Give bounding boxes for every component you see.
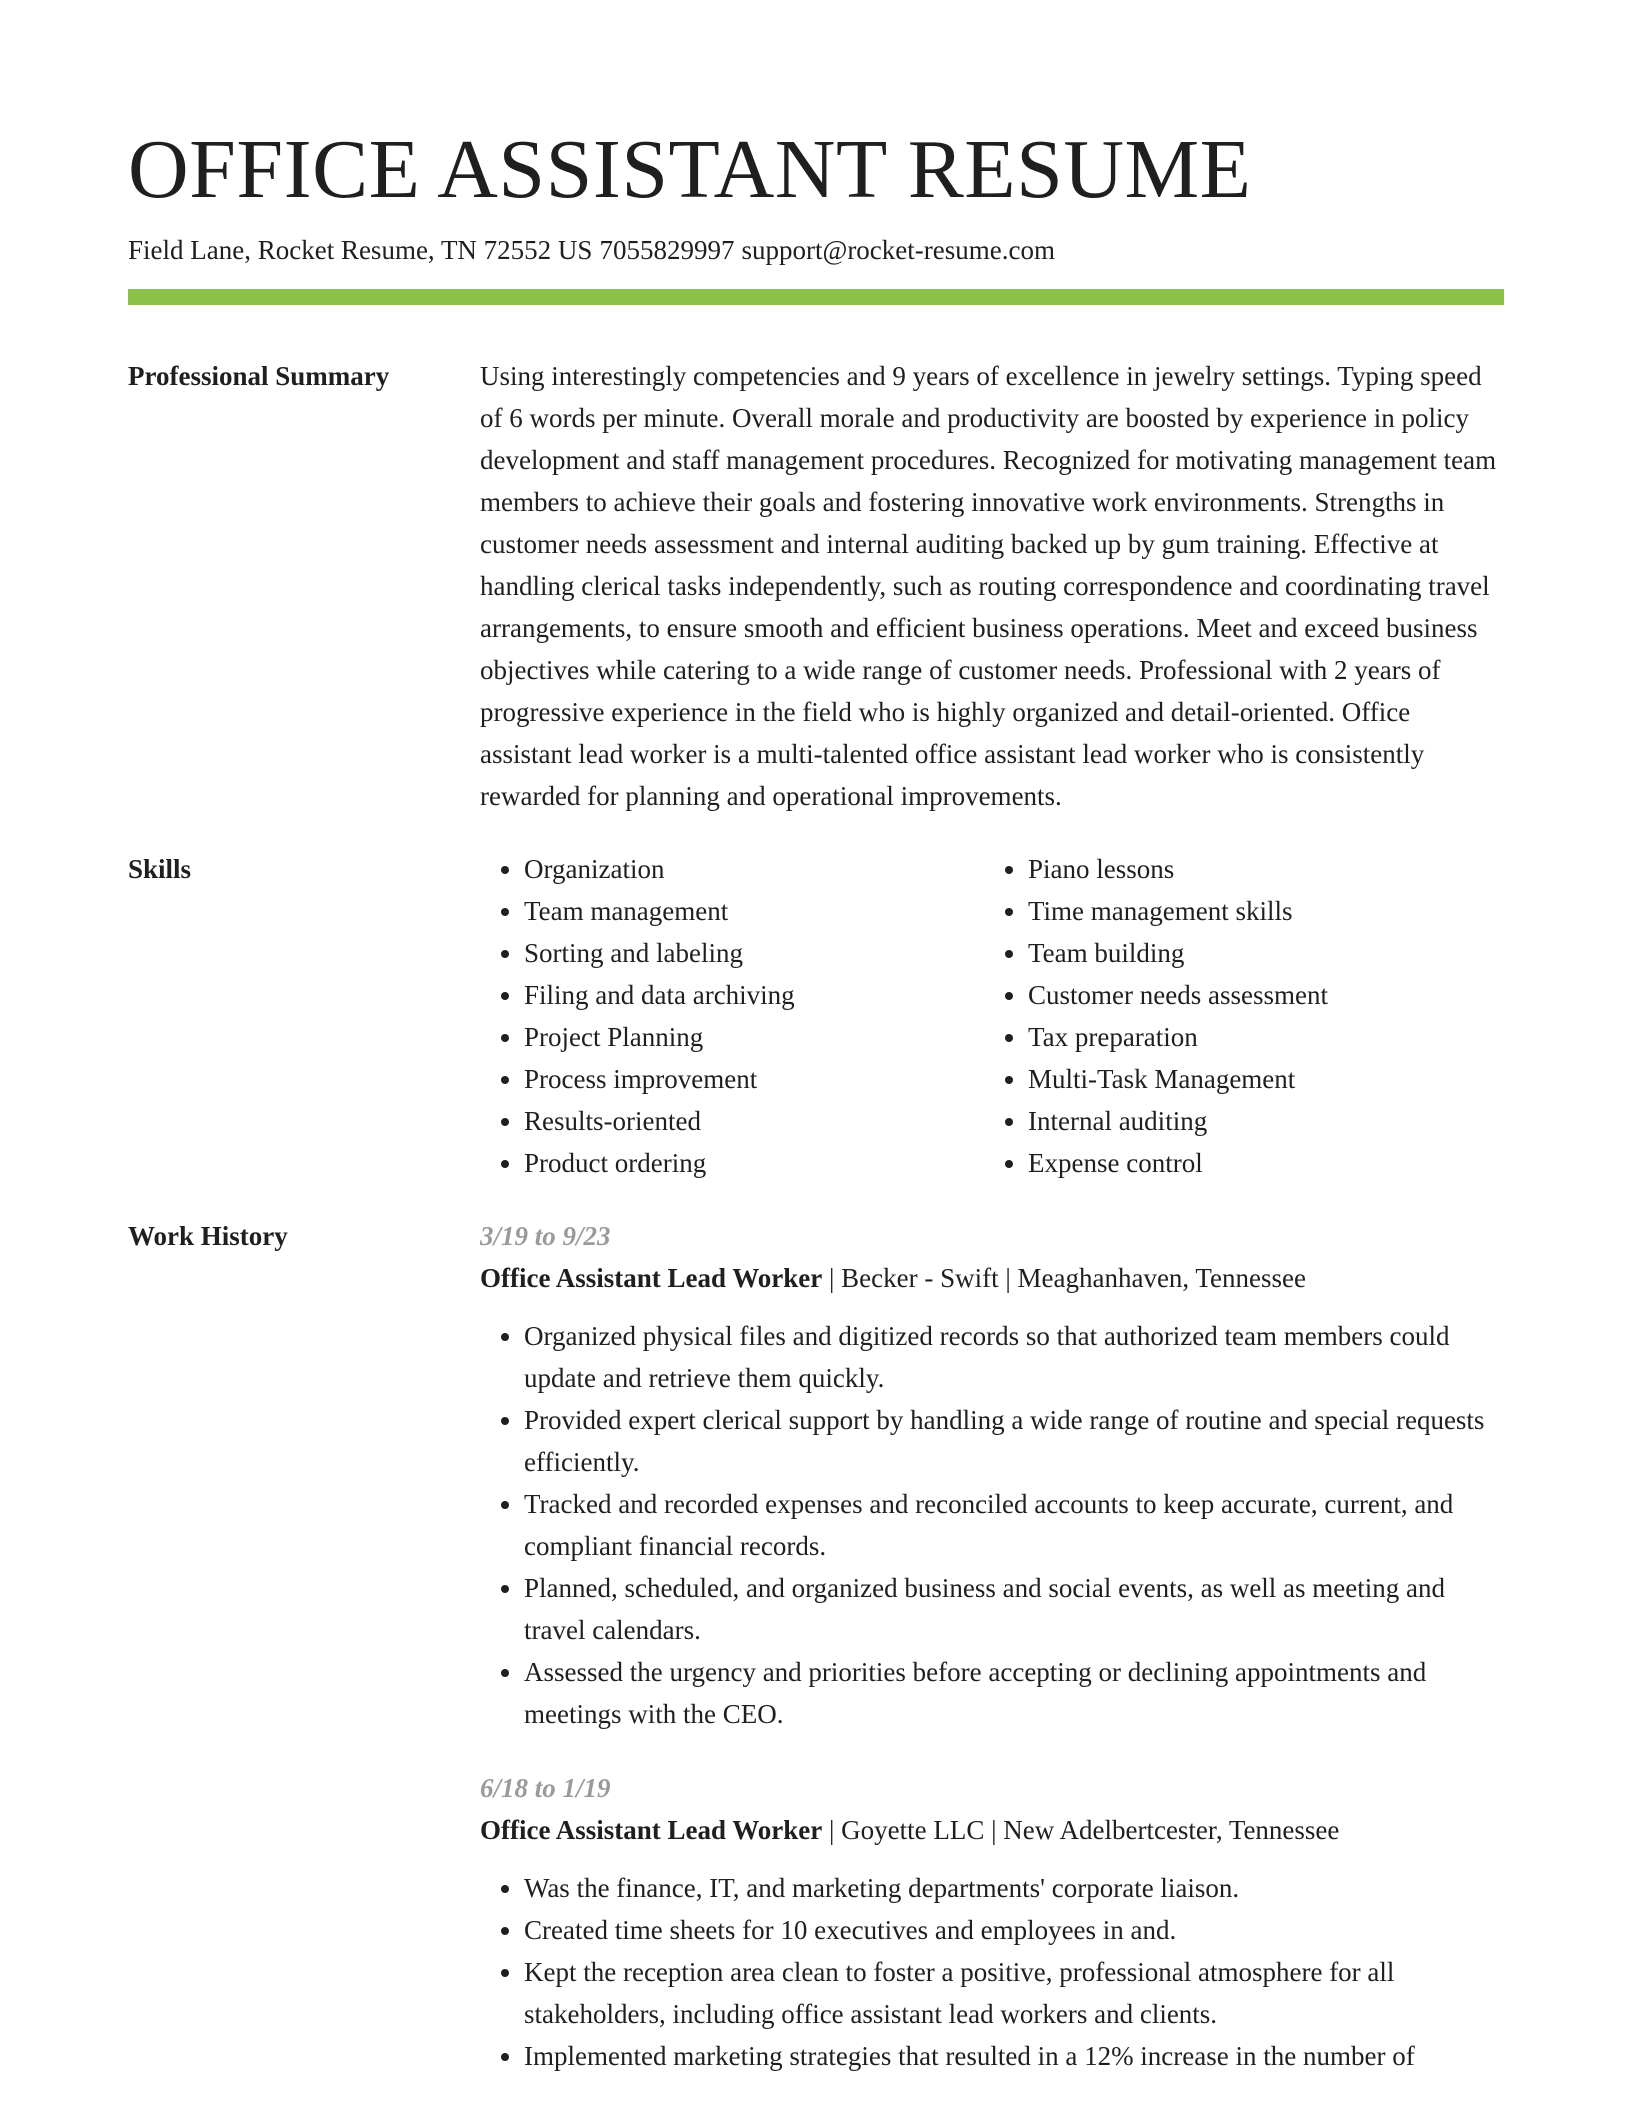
job-dates: 3/19 to 9/23 [480,1221,611,1251]
job-heading [480,1809,1504,1851]
contact-email: support@rocket-resume.com [741,235,1055,265]
job-duties-list [480,1315,1504,1735]
contact-phone: 7055829997 [599,235,735,265]
job-company-location: | Goyette LLC | New Adelbertcester, Tennessee [822,1815,1340,1845]
section-label-summary: Professional Summary [128,361,390,391]
job-duty: • Created time sheets for 10 executives and employees in and. [524,1909,1504,1951]
job-duty: • Assessed the urgency and priorities before accepting or declining appointments and meetings with the CEO. [524,1651,1504,1735]
section-label-skills: Skills [128,854,192,884]
skills-list-right [984,848,1488,1184]
skill-item: • Multi-Task Management [1028,1058,1488,1100]
skill-item: • Internal auditing [1028,1100,1488,1142]
work-history-entries [480,1215,1504,2077]
job-duty: • Implemented marketing strategies that resulted in a 12% increase in the number of [524,2035,1504,2077]
job-duty: • Was the finance, IT, and marketing departments' corporate liaison. [524,1867,1504,1909]
job-duty: • Tracked and recorded expenses and reconciled accounts to keep accurate, current, and compliant financial records. [524,1483,1504,1567]
skill-item: • Team management [524,890,984,932]
job-entry [480,1767,1504,2077]
resume-page [128,120,1504,2077]
skill-item: • Organization [524,848,984,890]
skills-list-left [480,848,984,1184]
skill-item: • Project Planning [524,1016,984,1058]
skills-columns [480,848,1504,1184]
skill-item: • Expense control [1028,1142,1488,1184]
contact-address: Field Lane, Rocket Resume, TN 72552 US [128,235,593,265]
section-label-work-history: Work History [128,1221,288,1251]
skill-item: • Sorting and labeling [524,932,984,974]
work-history-section [128,1215,1504,2077]
job-duty: • Organized physical files and digitized records so that authorized team members could update and retrieve them quickly. [524,1315,1504,1399]
skill-item: • Results-oriented [524,1100,984,1142]
job-duties-list [480,1867,1504,2077]
job-heading [480,1257,1504,1299]
summary-text: Using interestingly competencies and 9 years of excellence in jewelry settings. Typing speed of 6 words per minute. Overall morale and productivity are boosted by experience in policy development and staff management procedures. Recognized for motivating management team members to achieve their goals and fostering innovative work environments. Strengths in customer needs assessment and internal auditing backed up by gum training. Effective at handling clerical tasks independently, such as routing correspondence and coordinating travel arrangements, to ensure smooth and efficient business operations. Meet and exceed business objectives while catering to a wide range of customer needs. Professional with 2 years of progressive experience in the field who is highly organized and detail-oriented. Office assistant lead worker is a multi-talented office assistant lead worker who is consistently rewarded for planning and operational improvements. [480,361,1497,811]
contact-line [128,232,1504,268]
skill-item: • Piano lessons [1028,848,1488,890]
skills-section [128,848,1504,1184]
skill-item: • Team building [1028,932,1488,974]
job-duty: • Kept the reception area clean to foster a positive, professional atmosphere for all stakeholders, including office assistant lead workers and clients. [524,1951,1504,2035]
job-duty: • Planned, scheduled, and organized business and social events, as well as meeting and travel calendars. [524,1567,1504,1651]
job-duty: • Provided expert clerical support by handling a wide range of routine and special requests efficiently. [524,1399,1504,1483]
skill-item: • Time management skills [1028,890,1488,932]
resume-title: OFFICE ASSISTANT RESUME [128,123,1252,216]
skill-item: • Process improvement [524,1058,984,1100]
job-company-location: | Becker - Swift | Meaghanhaven, Tennessee [822,1263,1306,1293]
skill-item: • Customer needs assessment [1028,974,1488,1016]
job-title: Office Assistant Lead Worker [480,1815,823,1845]
job-entry [480,1215,1504,1735]
job-dates: 6/18 to 1/19 [480,1773,611,1803]
skill-item: • Product ordering [524,1142,984,1184]
professional-summary-section [128,355,1504,817]
skill-item: • Tax preparation [1028,1016,1488,1058]
job-title: Office Assistant Lead Worker [480,1263,823,1293]
skill-item: • Filing and data archiving [524,974,984,1016]
accent-divider [128,289,1504,305]
